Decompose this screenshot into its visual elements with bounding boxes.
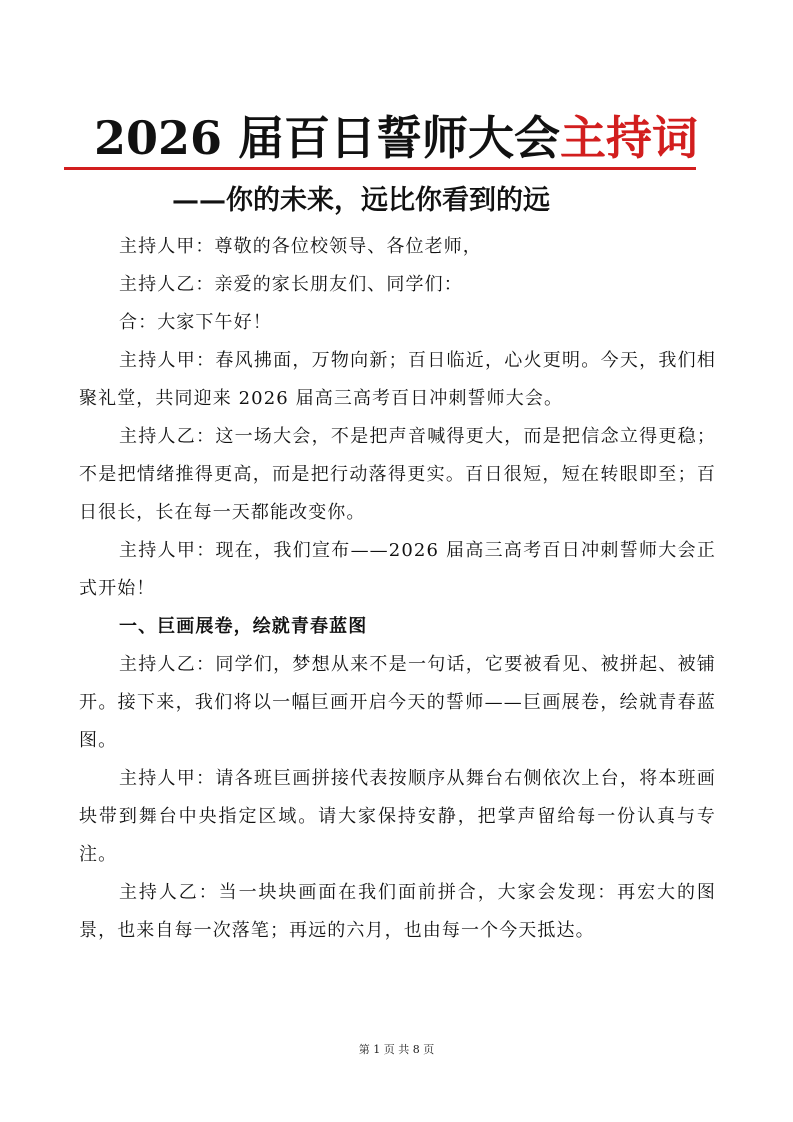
- page-title: [94, 108, 698, 168]
- paragraph: 主持人甲：春风拂面，万物向新；百日临近，心火更明。今天，我们相聚礼堂，共同迎来 2026 届高三高考百日冲刺誓师大会。: [79, 350, 716, 409]
- section-heading: 一、巨画展卷，绘就青春蓝图: [119, 616, 368, 637]
- paragraph: 主持人甲：请各班巨画拼接代表按顺序从舞台右侧依次上台，将本班画块带到舞台中央指定区域。请大家保持安静，把掌声留给每一份认真与专注。: [79, 768, 716, 865]
- paragraph: 主持人乙：同学们，梦想从来不是一句话，它要被看见、被拼起、被铺开。接下来，我们将以一幅巨画开启今天的誓师——巨画展卷，绘就青春蓝图。: [79, 654, 716, 751]
- title-underline: [64, 167, 696, 170]
- title-main: 2026 届百日誓师大会: [94, 111, 561, 165]
- title-accent: 主持词: [560, 111, 699, 165]
- subtitle: ——你的未来，远比你看到的远: [172, 185, 550, 216]
- page-footer: 第 1 页 共 8 页: [358, 1043, 435, 1056]
- paragraph: 合：大家下午好！: [119, 312, 272, 333]
- paragraph: 主持人乙：这一场大会，不是把声音喊得更大，而是把信念立得更稳；不是把情绪推得更高，而是把行动落得更实。百日很短，短在转眼即至；百日很长，长在每一天都能改变你。: [79, 426, 716, 523]
- paragraph: 主持人甲：现在，我们宣布——2026 届高三高考百日冲刺誓师大会正式开始！: [79, 540, 716, 599]
- paragraph: 主持人甲：尊敬的各位校领导、各位老师，: [119, 236, 482, 257]
- document-body: [79, 228, 716, 950]
- paragraph: 主持人乙：亲爱的家长朋友们、同学们：: [119, 274, 463, 295]
- title-block: [64, 108, 699, 174]
- paragraph: 主持人乙：当一块块画面在我们面前拼合，大家会发现：再宏大的图景，也来自每一次落笔；再远的六月，也由每一个今天抵达。: [79, 882, 716, 941]
